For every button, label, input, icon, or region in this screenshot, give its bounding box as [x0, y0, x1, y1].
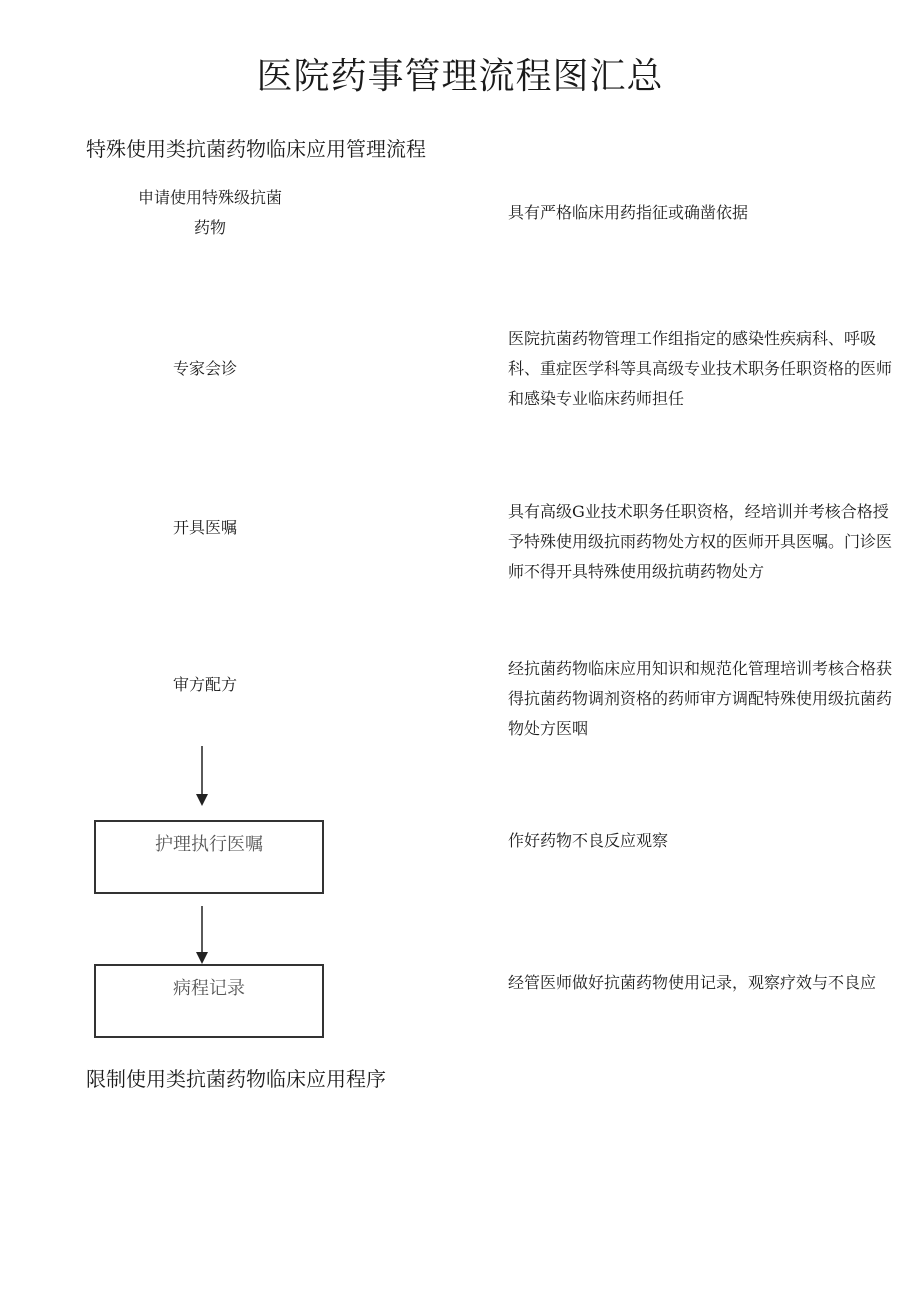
step-note-dispense: 经抗菌药物临床应用知识和规范化管理培训考核合格获得抗菌药物调剂资格的药师审方调配特殊使用级抗菌药物处方医咽: [508, 659, 893, 738]
page-title: 医院药事管理流程图汇总: [256, 56, 664, 97]
flow-box-nursing: [94, 820, 324, 894]
step-note-record: 经管医师做好抗菌药物使用记录，观察疗效与不良应: [508, 973, 877, 992]
flow-box-label: 病程记录: [173, 978, 245, 999]
step-write-order: 开具医嘱: [172, 518, 237, 537]
arrow-down-icon: [192, 906, 212, 968]
step-label-line: 药物: [193, 218, 226, 237]
step-note-nursing: 作好药物不良反应观察: [508, 831, 669, 850]
step-label-line: 申请使用特殊级抗菌: [137, 188, 282, 207]
flow-box-label: 护理执行医嘱: [155, 834, 263, 855]
section-heading-restricted: 限制使用类抗菌药物临床应用程序: [86, 1067, 386, 1091]
section-heading-special: 特殊使用类抗菌药物临床应用管理流程: [86, 137, 426, 161]
step-review-dispense: 审方配方: [172, 675, 237, 694]
step-note-order: 具有高级G业技术职务任职资格，经培训并考核合格授予特殊使用级抗雨药物处方权的医师开具医嘱。门诊医师不得开具特殊使用级抗萌药物处方: [508, 502, 893, 581]
step-apply-special-antibiotic: [110, 183, 310, 243]
step-expert-consultation: 专家会诊: [172, 359, 237, 378]
step-note-consultation: 医院抗菌药物管理工作组指定的感染性疾病科、呼吸科、重症医学科等具高级专业技术职务任职资格的医师和感染专业临床药师担任: [508, 329, 893, 408]
arrow-down-icon: [192, 746, 212, 808]
step-note-apply: 具有严格临床用药指征或确凿依据: [508, 203, 749, 222]
flow-box-medical-record: [94, 964, 324, 1038]
